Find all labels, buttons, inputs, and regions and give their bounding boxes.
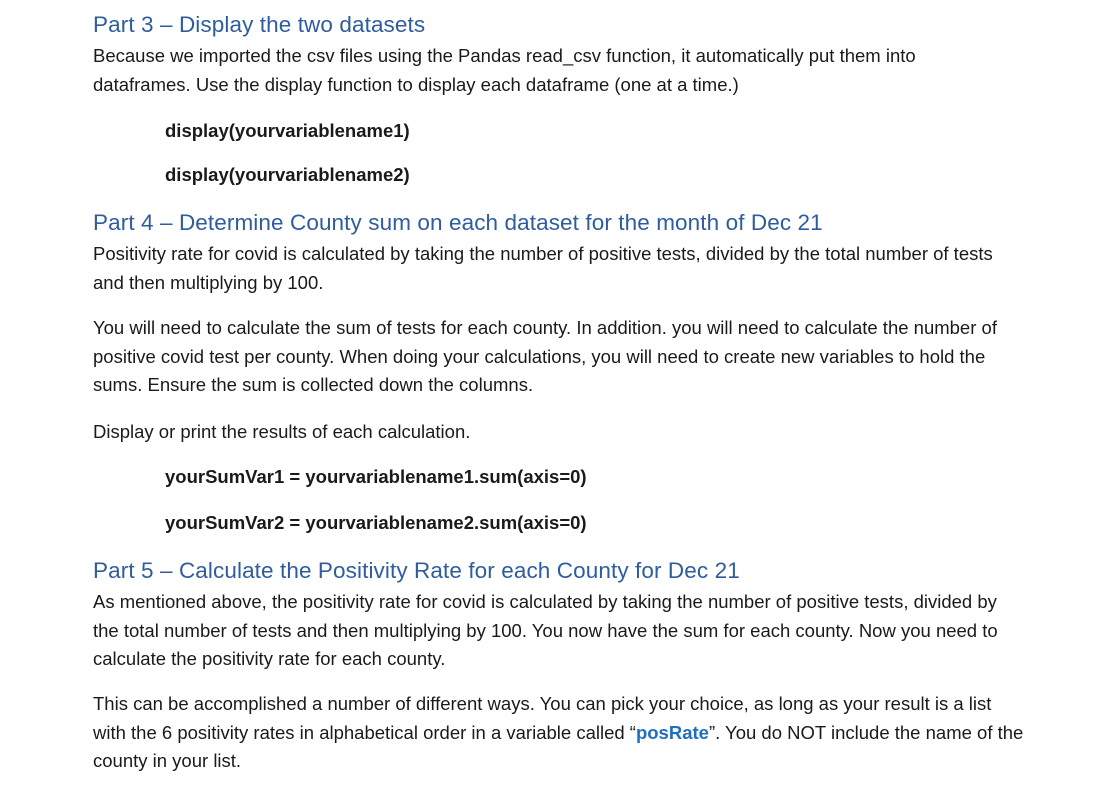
posrate-variable-name: posRate [635,721,709,743]
part5-paragraph-2-text-before: This can be accomplished a number of different ways. You can pick your choice, as long as your result is a list with the 6 positivity rates in alphabetical order in a variable called “ [93,693,992,743]
part4-code-line-2: yourSumVar2 = yourvariablename2.sum(axis=0) [165,512,587,533]
part5-heading: Part 5 – Calculate the Positivity Rate for each County for Dec 21 [93,558,740,583]
part4-paragraph-2: You will need to calculate the sum of tests for each county. In addition. you will need to calculate the number of positive covid test per county. When doing your calculations, you will need to create new variables to hold the sums. Ensure the sum is collected down the columns. [93,317,997,395]
part3-code-line-2: display(yourvariablename2) [165,164,410,185]
part3-code-line-1: display(yourvariablename1) [165,120,410,141]
part5-paragraph-2 [93,690,1028,776]
part4-paragraph-3: Display or print the results of each calculation. [93,421,471,442]
part5-paragraph-2-text-after: ”. You do NOT include the name of the county in your list. [93,721,1024,771]
part3-heading: Part 3 – Display the two datasets [93,12,426,37]
part4-code-line-1: yourSumVar1 = yourvariablename1.sum(axis=0) [165,466,587,487]
part5-paragraph-1: As mentioned above, the positivity rate for covid is calculated by taking the number of positive tests, divided by the total number of tests and then multiplying by 100. You now have the sum for each county. Now you need to calculate the positivity rate for each county. [93,591,998,669]
part4-heading: Part 4 – Determine County sum on each dataset for the month of Dec 21 [93,210,823,235]
part3-paragraph: Because we imported the csv files using the Pandas read_csv function, it automatically put them into dataframes. Use the display function to display each dataframe (one at a time.) [93,45,916,95]
part4-paragraph-1: Positivity rate for covid is calculated by taking the number of positive tests, divided by the total number of tests and then multiplying by 100. [93,243,993,293]
